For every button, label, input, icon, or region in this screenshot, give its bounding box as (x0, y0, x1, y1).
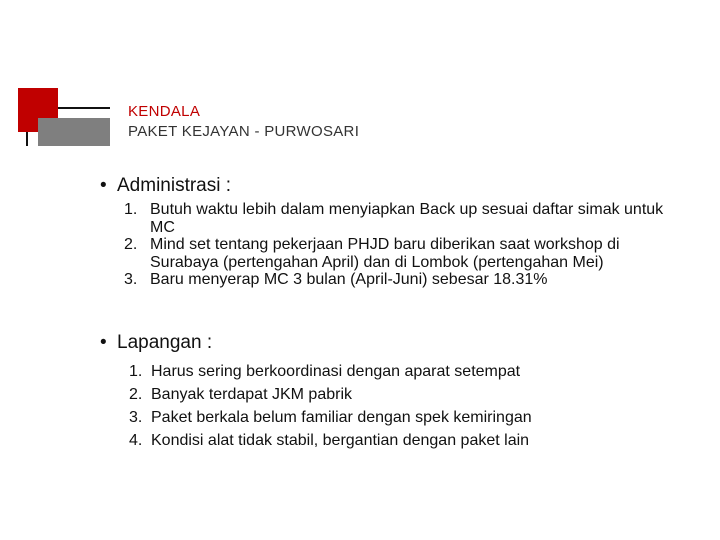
item-number: 1. (129, 363, 143, 380)
bullet-icon: • (100, 175, 107, 196)
section-heading-text: Lapangan : (117, 332, 213, 353)
stub-line-decoration (26, 132, 28, 146)
list-item (124, 201, 664, 236)
bullet-icon: • (100, 332, 107, 353)
list-item (124, 236, 664, 271)
item-text: Harus sering berkoordinasi dengan aparat setempat (151, 363, 521, 380)
slide-subtitle: PAKET KEJAYAN - PURWOSARI (128, 123, 360, 140)
administrasi-list (124, 201, 664, 289)
item-text: Mind set tentang pekerjaan PHJD baru diberikan saat workshop di Surabaya (pertengahan April) dan di Lombok (pertengahan Mei) (150, 236, 620, 271)
list-item (129, 406, 669, 429)
item-text: Banyak terdapat JKM pabrik (151, 386, 352, 403)
item-number: 1. (124, 201, 138, 218)
section-lapangan (100, 331, 669, 452)
list-item (129, 383, 669, 406)
item-number: 2. (129, 386, 143, 403)
header-rule-line (58, 107, 110, 109)
item-number: 4. (129, 432, 143, 449)
title-block (128, 102, 359, 142)
slide-title: KENDALA (128, 103, 201, 120)
section-heading-text: Administrasi : (117, 175, 232, 196)
item-number: 3. (129, 409, 143, 426)
item-number: 2. (124, 236, 138, 253)
list-item (129, 429, 669, 452)
list-item (129, 360, 669, 383)
item-number: 3. (124, 271, 138, 288)
item-text: Baru menyerap MC 3 bulan (April-Juni) sebesar 18.31% (150, 271, 548, 288)
lapangan-list (129, 360, 669, 452)
list-item (124, 271, 664, 289)
item-text: Kondisi alat tidak stabil, bergantian dengan paket lain (151, 432, 530, 449)
section-administrasi (100, 174, 664, 289)
section-heading (100, 331, 669, 355)
item-text: Butuh waktu lebih dalam menyiapkan Back up sesuai daftar simak untuk MC (150, 201, 664, 236)
item-text: Paket berkala belum familiar dengan spek kemiringan (151, 409, 532, 426)
section-heading (100, 174, 664, 198)
gray-block-decoration (38, 118, 110, 146)
